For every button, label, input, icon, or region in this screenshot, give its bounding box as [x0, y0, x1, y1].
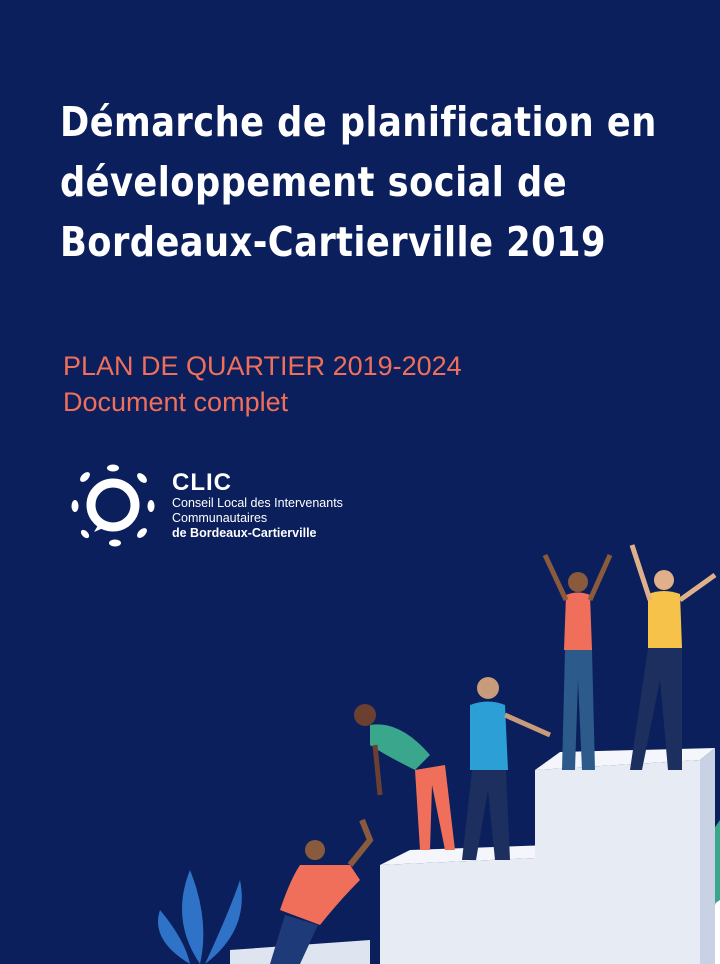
- person-helping: [354, 704, 455, 850]
- title-line: développement social de: [60, 158, 568, 206]
- logo-line: Communautaires: [172, 510, 268, 525]
- title-line: Démarche de planification en: [60, 98, 657, 146]
- document-subtitle: [63, 348, 462, 420]
- logo-line: de Bordeaux-Cartierville: [172, 525, 317, 540]
- person-celebrating: [545, 555, 610, 770]
- person-celebrating: [630, 545, 715, 770]
- logo-name: CLIC: [172, 468, 232, 496]
- logo-line: Conseil Local des Intervenants: [172, 495, 343, 510]
- title-line: Bordeaux-Cartierville 2019: [60, 218, 606, 266]
- teamwork-illustration: [0, 520, 720, 964]
- subtitle-line: Document complet: [63, 387, 289, 417]
- document-title: [60, 92, 657, 272]
- leaf-decoration: [158, 870, 242, 964]
- subtitle-line: PLAN DE QUARTIER 2019-2024: [63, 351, 462, 381]
